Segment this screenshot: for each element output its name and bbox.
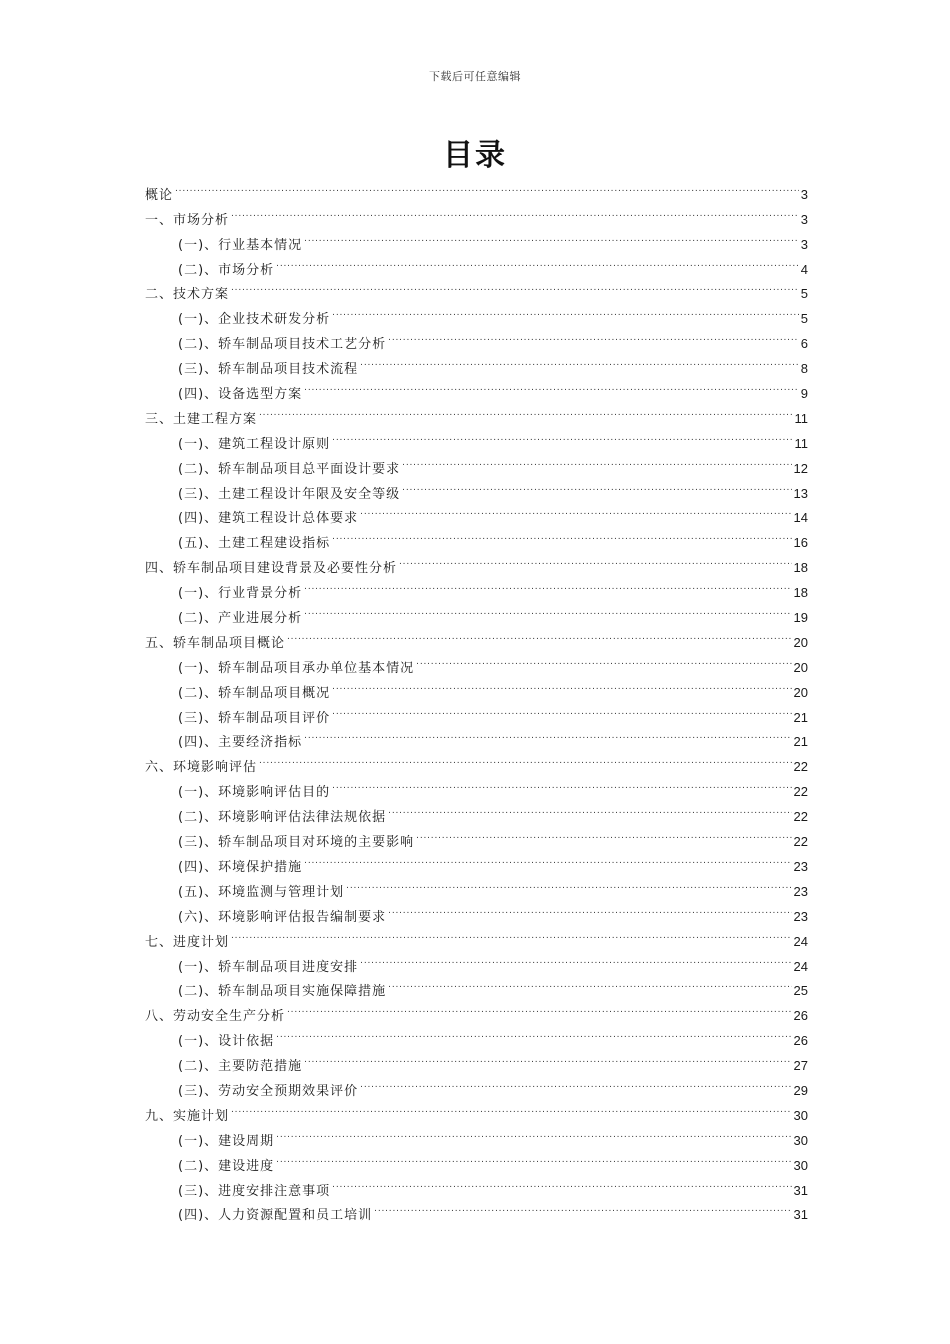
toc-dot-leader bbox=[175, 174, 799, 199]
toc-dot-leader bbox=[332, 672, 791, 697]
toc-entry-page-number: 4 bbox=[800, 261, 808, 277]
toc-entry-title: 概论 bbox=[145, 187, 174, 203]
toc-dot-leader bbox=[360, 348, 799, 373]
toc-entry-page-number: 8 bbox=[800, 361, 808, 377]
toc-dot-leader bbox=[332, 1170, 791, 1195]
toc-entry-title: (一)、设计依据 bbox=[178, 1034, 275, 1050]
toc-entry-title: 七、进度计划 bbox=[145, 934, 230, 950]
toc-dot-leader bbox=[304, 572, 791, 597]
toc-entry-page-number: 5 bbox=[800, 311, 808, 327]
toc-entry-title: (一)、行业背景分析 bbox=[178, 586, 303, 602]
toc-entry-page-number: 21 bbox=[793, 734, 808, 750]
toc-dot-leader bbox=[276, 249, 799, 274]
toc-entry-page-number: 26 bbox=[793, 1008, 808, 1024]
toc-entry-page-number: 23 bbox=[793, 858, 808, 874]
toc-entry-page-number: 9 bbox=[800, 386, 808, 402]
toc-entry[interactable] bbox=[145, 298, 808, 328]
toc-entry-page-number: 30 bbox=[793, 1132, 808, 1148]
toc-dot-leader bbox=[374, 1195, 791, 1220]
toc-entry[interactable] bbox=[145, 946, 808, 975]
toc-entry-page-number: 18 bbox=[793, 560, 808, 576]
toc-entry-title: (三)、轿车制品项目技术流程 bbox=[178, 362, 359, 378]
toc-entry-title: (一)、轿车制品项目进度安排 bbox=[178, 959, 359, 975]
toc-entry-title: (二)、环境影响评估法律法规依据 bbox=[178, 810, 387, 826]
toc-entry-title: 五、轿车制品项目概论 bbox=[145, 635, 286, 651]
toc-entry-page-number: 11 bbox=[794, 410, 808, 426]
toc-entry-title: (二)、轿车制品项目技术工艺分析 bbox=[178, 337, 387, 353]
toc-entry-title: (四)、主要经济指标 bbox=[178, 735, 303, 751]
toc-entry-page-number: 30 bbox=[793, 1107, 808, 1123]
toc-dot-leader bbox=[402, 448, 791, 473]
toc-entry-page-number: 3 bbox=[800, 186, 808, 202]
toc-dot-leader bbox=[304, 373, 799, 398]
toc-entry-page-number: 20 bbox=[793, 659, 808, 675]
toc-entry-title: (一)、企业技术研发分析 bbox=[178, 312, 331, 328]
toc-entry-page-number: 21 bbox=[793, 709, 808, 725]
toc-entry-title: (一)、行业基本情况 bbox=[178, 237, 303, 253]
toc-entry-page-number: 24 bbox=[793, 958, 808, 974]
toc-entry[interactable] bbox=[145, 174, 808, 203]
toc-dot-leader bbox=[231, 1095, 792, 1120]
toc-dot-leader bbox=[388, 896, 791, 921]
toc-dot-leader bbox=[231, 199, 799, 224]
toc-entry-title: 二、技术方案 bbox=[145, 287, 230, 303]
toc-dot-leader bbox=[276, 1020, 791, 1045]
toc-entry-title: (三)、劳动安全预期效果评价 bbox=[178, 1083, 359, 1099]
toc-entry-title: (五)、环境监测与管理计划 bbox=[178, 884, 345, 900]
toc-entry-title: (二)、轿车制品项目总平面设计要求 bbox=[178, 461, 401, 477]
toc-dot-leader bbox=[416, 647, 791, 672]
toc-dot-leader bbox=[332, 423, 792, 448]
toc-entry-title: (一)、建筑工程设计原则 bbox=[178, 436, 331, 452]
toc-dot-leader bbox=[416, 821, 791, 846]
toc-entry-title: (二)、轿车制品项目实施保障措施 bbox=[178, 984, 387, 1000]
toc-entry-page-number: 22 bbox=[793, 809, 808, 825]
toc-title: 目录 bbox=[443, 138, 507, 173]
toc-entry-page-number: 22 bbox=[793, 784, 808, 800]
toc-list bbox=[145, 174, 808, 1224]
toc-entry-page-number: 23 bbox=[793, 908, 808, 924]
toc-dot-leader bbox=[304, 1045, 791, 1070]
toc-entry-page-number: 25 bbox=[793, 983, 808, 999]
toc-entry[interactable] bbox=[145, 274, 808, 303]
toc-entry-title: (二)、产业进展分析 bbox=[178, 611, 303, 627]
toc-entry-page-number: 20 bbox=[793, 634, 808, 650]
toc-entry[interactable] bbox=[145, 1120, 808, 1149]
toc-entry-page-number: 24 bbox=[793, 933, 808, 949]
toc-entry-page-number: 19 bbox=[793, 610, 808, 626]
toc-entry-page-number: 12 bbox=[793, 460, 808, 476]
toc-dot-leader bbox=[259, 398, 792, 423]
toc-dot-leader bbox=[304, 597, 791, 622]
toc-entry-page-number: 20 bbox=[793, 684, 808, 700]
toc-entry-title: 六、环境影响评估 bbox=[145, 760, 258, 776]
toc-entry-title: (一)、轿车制品项目承办单位基本情况 bbox=[178, 660, 415, 676]
toc-entry-title: (六)、环境影响评估报告编制要求 bbox=[178, 909, 387, 925]
toc-entry-page-number: 30 bbox=[793, 1157, 808, 1173]
toc-dot-leader bbox=[276, 1145, 791, 1170]
toc-dot-leader bbox=[332, 298, 799, 323]
toc-entry-page-number: 3 bbox=[800, 236, 808, 252]
toc-entry-page-number: 29 bbox=[793, 1082, 808, 1098]
toc-entry-page-number: 6 bbox=[800, 336, 808, 352]
toc-entry-title: 九、实施计划 bbox=[145, 1108, 230, 1124]
toc-dot-leader bbox=[360, 946, 791, 971]
toc-entry-title: (二)、建设进度 bbox=[178, 1158, 275, 1174]
toc-dot-leader bbox=[304, 224, 799, 249]
toc-dot-leader bbox=[287, 622, 792, 647]
header-note: 下载后可任意编辑 bbox=[429, 70, 521, 83]
toc-dot-leader bbox=[259, 746, 792, 771]
toc-dot-leader bbox=[388, 323, 799, 348]
toc-entry-title: (四)、建筑工程设计总体要求 bbox=[178, 511, 359, 527]
toc-dot-leader bbox=[346, 871, 791, 896]
toc-dot-leader bbox=[360, 498, 791, 523]
toc-entry[interactable] bbox=[145, 199, 808, 228]
toc-entry-page-number: 13 bbox=[793, 485, 808, 501]
toc-entry-page-number: 23 bbox=[793, 883, 808, 899]
toc-entry-page-number: 22 bbox=[793, 834, 808, 850]
toc-entry-page-number: 5 bbox=[800, 286, 808, 302]
toc-dot-leader bbox=[360, 1070, 791, 1095]
toc-dot-leader bbox=[402, 473, 791, 498]
toc-entry-title: (一)、建设周期 bbox=[178, 1133, 275, 1149]
toc-dot-leader bbox=[388, 971, 791, 996]
toc-entry-title: (四)、设备选型方案 bbox=[178, 387, 303, 403]
toc-entry-title: (三)、轿车制品项目对环境的主要影响 bbox=[178, 835, 415, 851]
toc-dot-leader bbox=[231, 921, 792, 946]
toc-entry-title: (三)、轿车制品项目评价 bbox=[178, 710, 331, 726]
toc-entry-page-number: 11 bbox=[794, 435, 808, 451]
toc-entry-page-number: 14 bbox=[793, 510, 808, 526]
toc-entry-title: (四)、人力资源配置和员工培训 bbox=[178, 1208, 373, 1224]
toc-entry-title: 三、土建工程方案 bbox=[145, 411, 258, 427]
toc-entry-page-number: 26 bbox=[793, 1033, 808, 1049]
toc-entry-page-number: 16 bbox=[793, 535, 808, 551]
toc-dot-leader bbox=[388, 796, 791, 821]
toc-entry-page-number: 22 bbox=[793, 759, 808, 775]
toc-entry-title: 一、市场分析 bbox=[145, 212, 230, 228]
toc-entry-title: (二)、主要防范措施 bbox=[178, 1059, 303, 1075]
toc-entry-title: (五)、土建工程建设指标 bbox=[178, 536, 331, 552]
toc-dot-leader bbox=[304, 722, 791, 747]
toc-entry-title: (二)、轿车制品项目概况 bbox=[178, 685, 331, 701]
toc-dot-leader bbox=[332, 771, 791, 796]
toc-entry-title: (三)、土建工程设计年限及安全等级 bbox=[178, 486, 401, 502]
toc-dot-leader bbox=[231, 274, 799, 299]
toc-entry-page-number: 27 bbox=[793, 1058, 808, 1074]
toc-dot-leader bbox=[332, 522, 791, 547]
toc-entry[interactable] bbox=[145, 921, 808, 950]
toc-entry[interactable] bbox=[145, 1095, 808, 1124]
toc-entry-title: (四)、环境保护措施 bbox=[178, 859, 303, 875]
toc-entry-page-number: 18 bbox=[793, 585, 808, 601]
toc-dot-leader bbox=[276, 1120, 791, 1145]
toc-entry-page-number: 31 bbox=[793, 1182, 808, 1198]
toc-dot-leader bbox=[287, 995, 792, 1020]
toc-entry-page-number: 3 bbox=[800, 211, 808, 227]
toc-entry-page-number: 31 bbox=[793, 1207, 808, 1223]
toc-dot-leader bbox=[399, 547, 792, 572]
toc-entry-title: (三)、进度安排注意事项 bbox=[178, 1183, 331, 1199]
toc-entry-title: (一)、环境影响评估目的 bbox=[178, 785, 331, 801]
toc-entry-title: 八、劳动安全生产分析 bbox=[145, 1009, 286, 1025]
toc-dot-leader bbox=[332, 697, 791, 722]
toc-entry-title: (二)、市场分析 bbox=[178, 262, 275, 278]
toc-entry-title: 四、轿车制品项目建设背景及必要性分析 bbox=[145, 561, 398, 577]
toc-entry[interactable] bbox=[145, 224, 808, 253]
toc-dot-leader bbox=[304, 846, 791, 871]
